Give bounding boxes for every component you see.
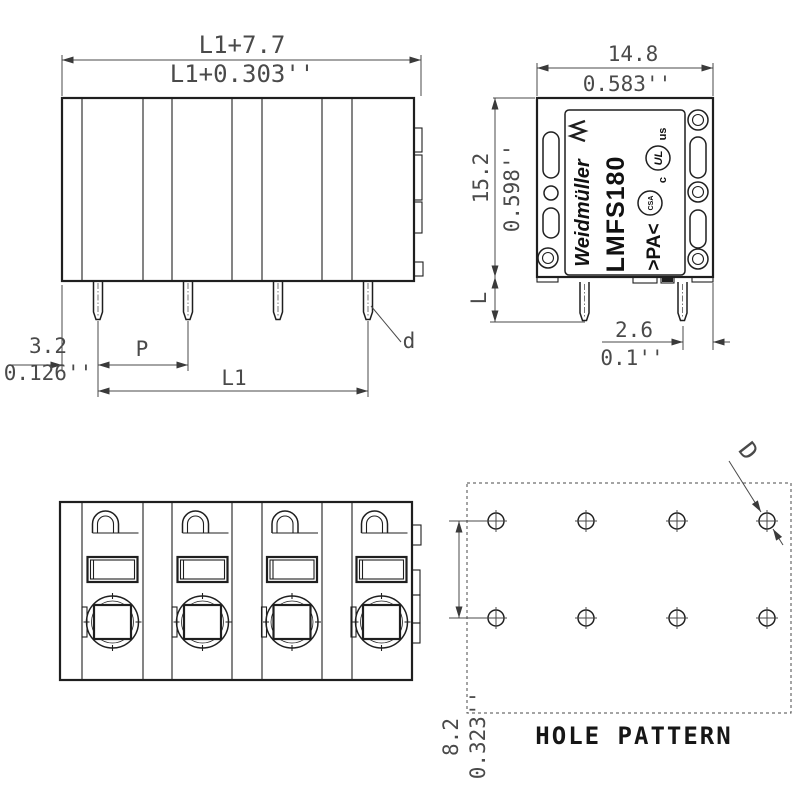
front-view: [467, 42, 730, 370]
dim-row-spacing-mm: 8.2: [439, 718, 463, 756]
mounting-hole: [485, 510, 507, 532]
solder-pin: [364, 281, 373, 320]
solder-pin: [184, 281, 193, 320]
mounting-hole: [485, 607, 507, 629]
ul-prefix-text: c: [657, 176, 669, 184]
terminal-cell: [351, 511, 411, 651]
top-housing-outline: [60, 502, 412, 680]
ul-mark-text: UL: [653, 150, 665, 166]
dim-row-spacing-in: 0.323'': [466, 690, 490, 780]
dim-height-in: 0.598'': [500, 143, 524, 233]
side-housing-outline: [62, 98, 414, 281]
material-text: >PA<: [644, 223, 665, 271]
hole-pattern-view: [439, 437, 791, 779]
solder-pin: [580, 282, 589, 321]
dim-end-offset-mm: 3.2: [29, 334, 67, 358]
ul-suffix-text: us: [657, 127, 669, 141]
mounting-holes: [485, 510, 778, 629]
dim-pin-edge-mm: 2.6: [615, 318, 653, 342]
mounting-hole: [666, 510, 688, 532]
dim-pin-length: L: [467, 291, 491, 305]
pin-diameter-label: d: [402, 329, 416, 353]
dim-width-mm: 14.8: [607, 42, 659, 66]
board-outline-dashed: [467, 483, 791, 713]
mounting-hole: [575, 510, 597, 532]
top-mounting-tabs: [412, 525, 421, 643]
dim-span: L1: [221, 366, 247, 390]
side-housing-dividers: [82, 99, 352, 280]
mounting-hole: [756, 510, 778, 532]
csa-mark-text: CSA: [648, 195, 655, 211]
dim-total-length-in: L1+0.303'': [169, 60, 315, 88]
top-view: [60, 502, 421, 680]
solder-pin: [274, 281, 283, 320]
mounting-hole: [756, 607, 778, 629]
solder-pin: [94, 281, 103, 320]
dim-pin-edge-in: 0.1'': [600, 346, 664, 370]
hole-pattern-caption: HOLE PATTERN: [535, 722, 733, 750]
front-right-features: [688, 110, 708, 269]
terminal-cell: [262, 511, 322, 651]
solder-pin: [678, 282, 687, 321]
dim-height-mm: 15.2: [469, 152, 493, 204]
front-left-features: [538, 132, 559, 268]
dim-end-offset-in: 0.126'': [3, 361, 93, 385]
hole-diameter-label: D: [732, 436, 764, 466]
mounting-hole: [575, 607, 597, 629]
front-view-dimensions: [467, 42, 730, 370]
product-marking: [571, 121, 670, 272]
dim-width-in: 0.583'': [582, 72, 672, 96]
model-text: LMFS180: [602, 155, 630, 273]
terminal-cell: [82, 511, 142, 651]
side-mounting-tabs: [414, 128, 423, 276]
top-housing-dividers: [82, 503, 352, 679]
dim-total-length-mm: L1+7.7: [198, 31, 286, 59]
side-view-dimensions: [4, 31, 421, 397]
brand-text: Weidmüller: [572, 159, 594, 267]
side-view: [4, 31, 423, 397]
terminal-cell: [172, 511, 232, 651]
mounting-hole: [666, 607, 688, 629]
dim-pitch: P: [135, 337, 149, 361]
weidmueller-logo-mark: [571, 121, 585, 141]
